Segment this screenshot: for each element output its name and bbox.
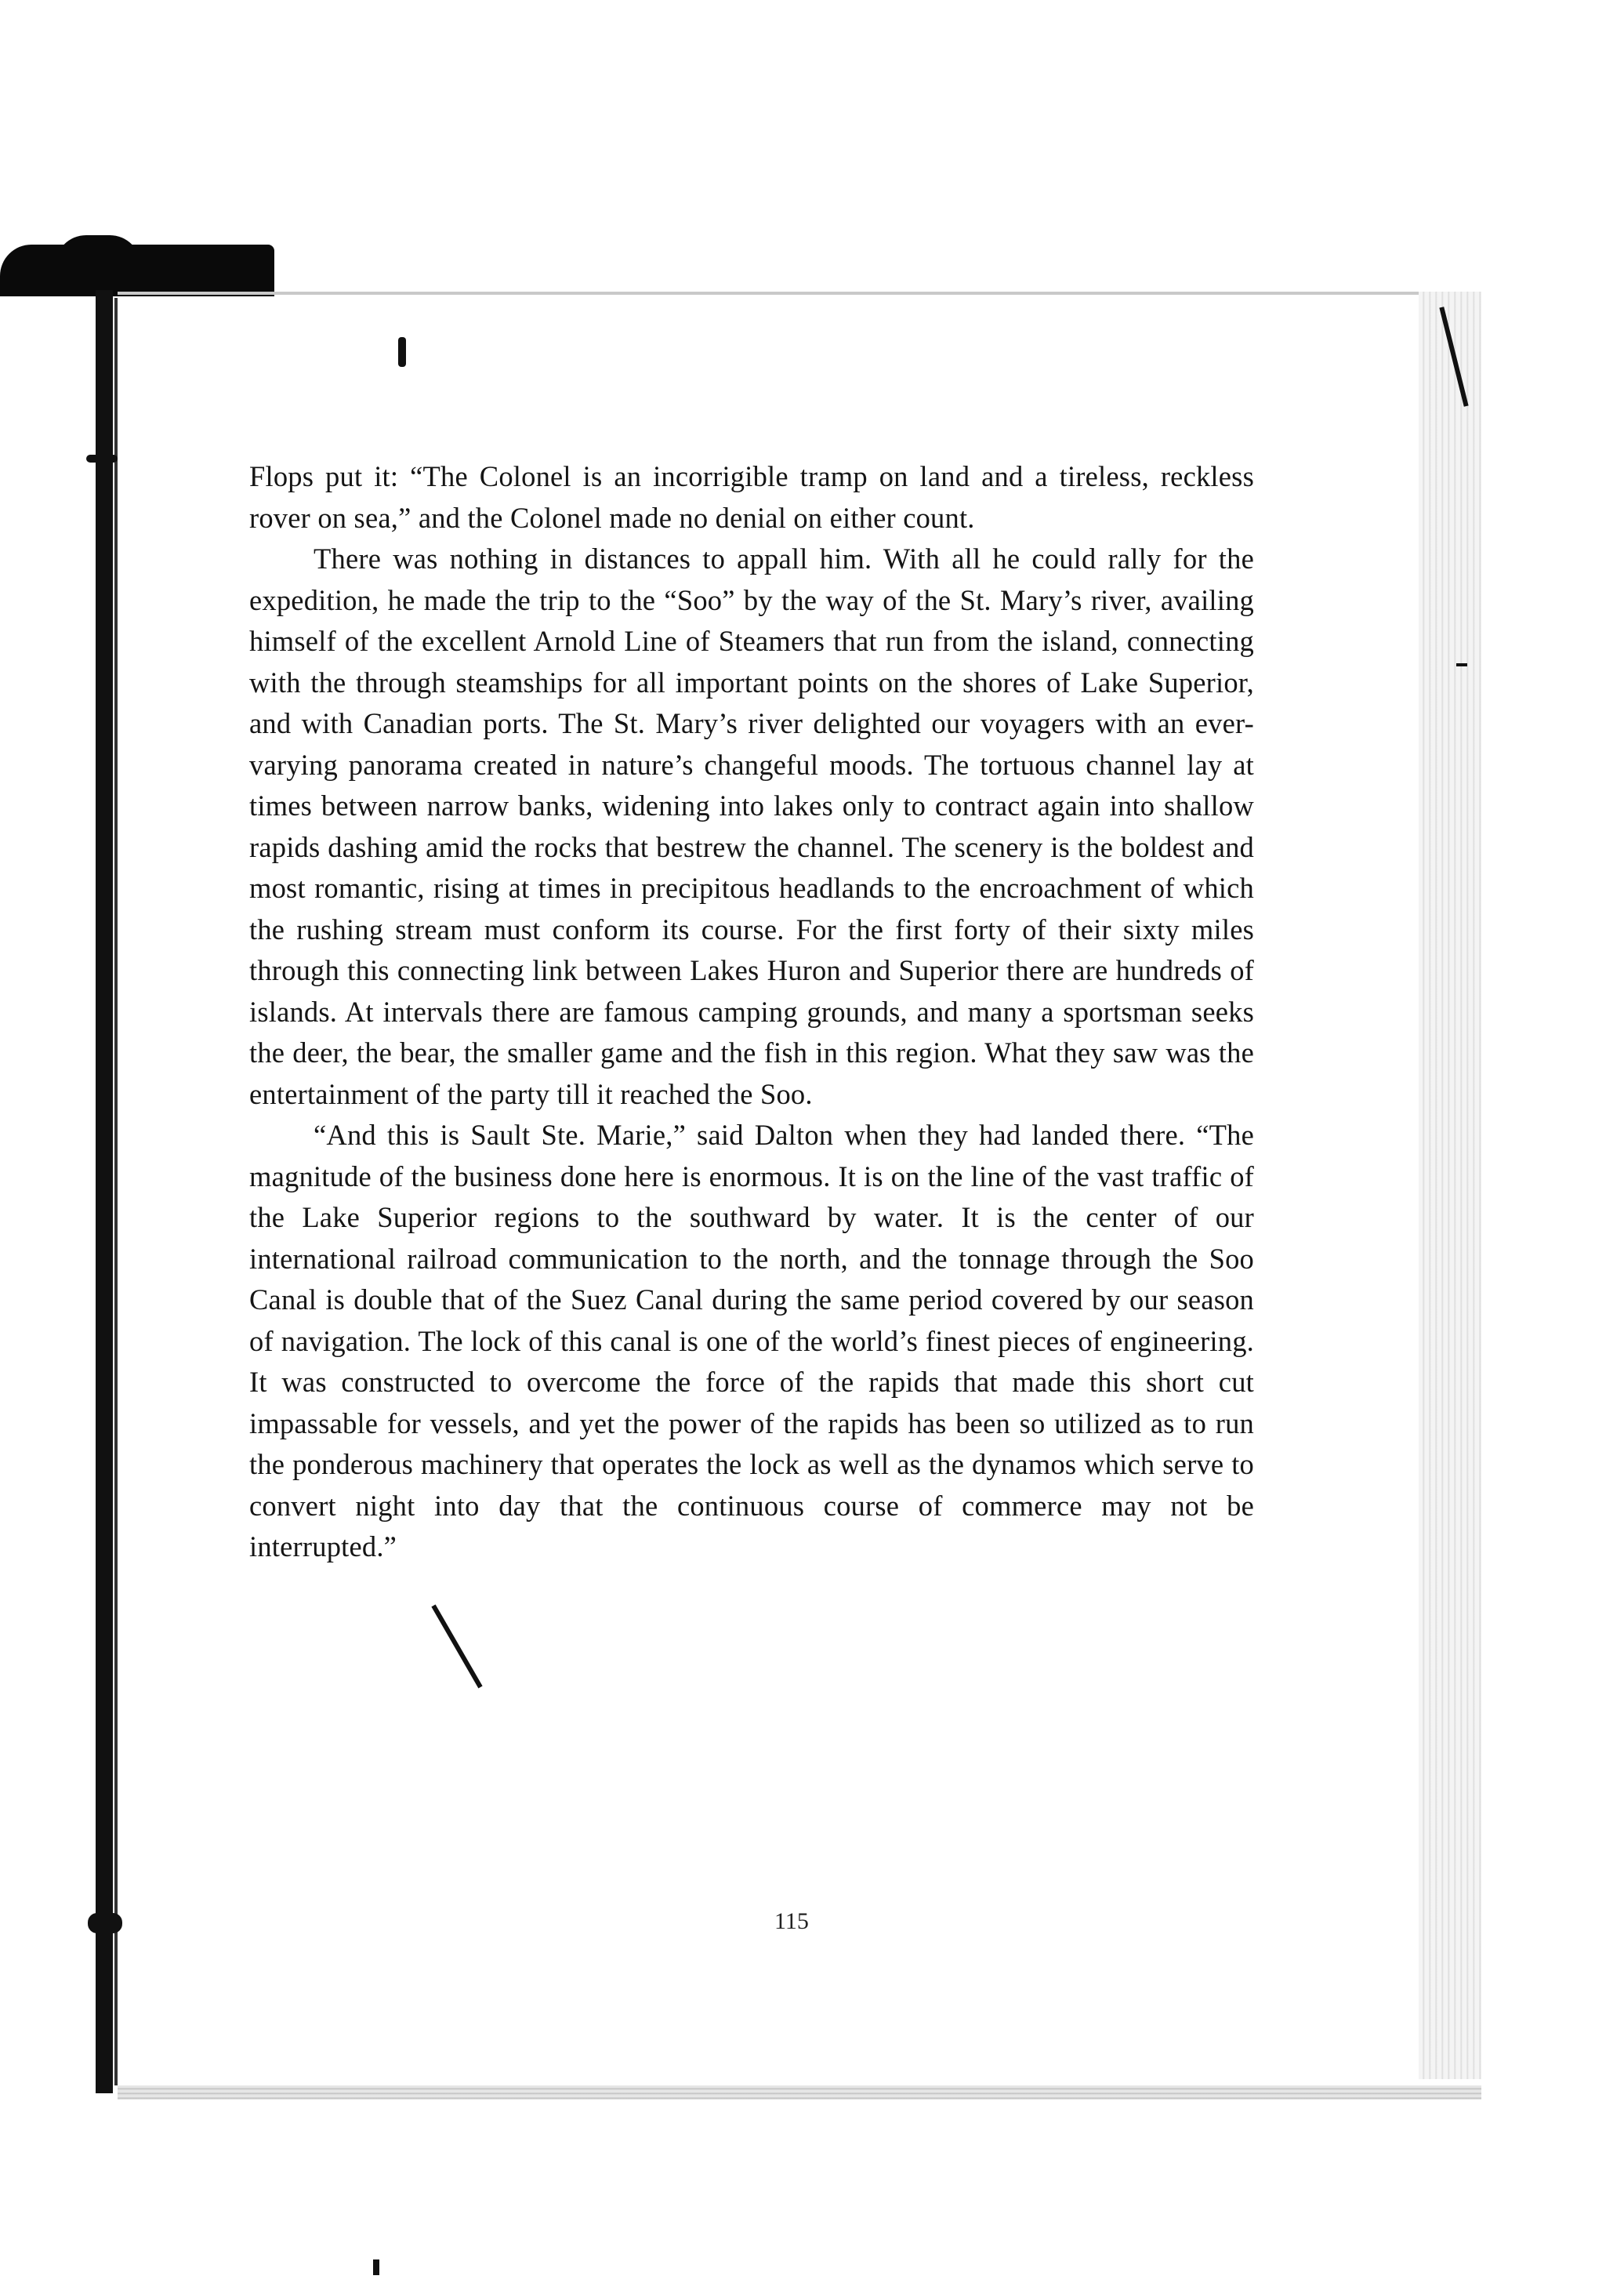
ink-mark <box>373 2259 379 2275</box>
book-spine <box>96 290 113 2093</box>
ink-mark <box>86 455 118 463</box>
paragraph: “And this is Sault Ste. Marie,” said Dalton when they had landed there. “The magnitude of the business done here is enormous. It is on the line of the vast traffic of the Lake Superior regions to the southward by water. It is the center of our international railroad communication to the north, and the tonnage through the Soo Canal is double that of the Suez Canal during the same period covered by our season of navigation. The lock of this canal is one of the world’s finest pieces of engineering. It was constructed to overcome the force of the rapids that made this short cut impassable for vessels, and yet the power of the rapids has been so utilized as to run the ponderous machinery that operates the lock as well as the dynamos which serve to convert night into day that the continuous course of commerce may not be interrupted.” <box>249 1119 1254 1563</box>
ink-mark <box>88 1913 122 1933</box>
binding-shadow-top <box>0 245 274 296</box>
body-text <box>249 456 1254 1568</box>
book-spine-edge <box>114 298 118 2085</box>
paragraph: There was nothing in distances to appall him. With all he could rally for the expedition, he made the trip to the “Soo” by the way of the St. Mary’s river, availing himself of the excellent Arnold Line of Steamers that run from the island, connecting with the through steamships for all important points on the shores of Lake Superior, and with Canadian ports. The St. Mary’s river delighted our voyagers with an ever-varying panorama created in nature’s changeful moods. The tortuous channel lay at times between narrow banks, widening into lakes only to contract again into shallow rapids dashing amid the rocks that bestrew the channel. The scenery is the boldest and most romantic, rising at times in precipitous headlands to the encroachment of which the rushing stream must conform its course. For the first forty of their sixty miles through this connecting link between Lakes Huron and Superior there are hundreds of islands. At intervals there are famous camping grounds, and many a sportsman seeks the deer, the bear, the smaller game and the fish in this region. What they saw was the entertainment of the party till it reached the Soo. <box>249 543 1254 1110</box>
page-top-edge <box>118 292 1419 295</box>
page-stack-right <box>1419 292 1481 2079</box>
page-stack-bottom <box>118 2085 1481 2100</box>
page-number: 115 <box>774 1908 809 1934</box>
ink-mark <box>1456 663 1467 666</box>
ink-mark <box>431 1605 482 1689</box>
paragraph: Flops put it: “The Colonel is an incorrigible tramp on land and a tireless, reckless rover on sea,” and the Colonel made no denial on either count. <box>249 460 1254 534</box>
ink-mark <box>398 337 406 367</box>
